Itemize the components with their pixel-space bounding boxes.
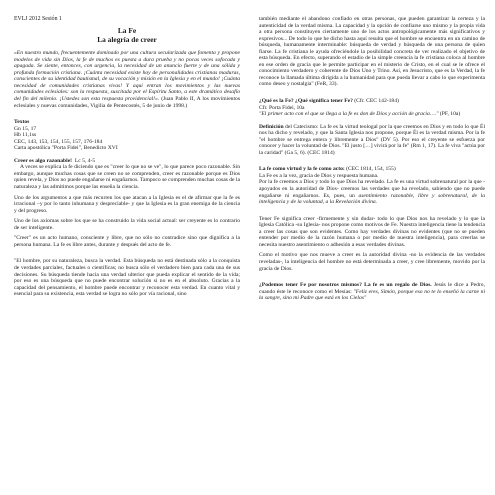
question-heading-text: ¿Qué es la Fe? ¿Qué significa tener Fe? [259, 98, 353, 105]
intro-citation: (Juan Pablo II, A los movimientos eclesiales y nuevas comunidades, Vigilia de Pentecostés, 5 de junio de 1998.) [14, 96, 240, 109]
paragraph [259, 282, 485, 302]
paragraph: Uno de los argumentos a que más recurren los que atacan a la Iglesia es el de afirmar que la fe es irracional –y por lo tanto inhumana y despreciable- y que la Iglesia es la gran enemiga de la ciencia y del progreso. [14, 194, 240, 214]
porta-fidei-reference: Cfr. Porta Fidei, 10a [259, 104, 305, 111]
emphasis-text: asentimiento razonable, libre y sobrenatural, de la inteligencia y de la voluntad, a la Revelación divina. [259, 192, 485, 206]
document-title: La Fe [117, 26, 137, 35]
emphasis-text: "Feliz eres, Simón, porque eso no te lo enseñó la carne ni la sangre, sino mi Padre que está en los Cielos" [259, 288, 486, 302]
textos-item: Gn 15, 17 [14, 125, 37, 132]
section-heading-creer-text: Creer es algo razonable! [14, 157, 73, 164]
catechism-reference: (Cfr. CEC 142-184) [354, 98, 399, 105]
document-subtitle: La alegría de creer [97, 34, 157, 44]
document-header: EVLJ 2012 Sesión 1 [14, 16, 62, 22]
quote-line [259, 111, 485, 118]
question-heading-text: ¿Podemos tener Fe por nosotros mismos? La fe es un regalo de Dios. [259, 282, 432, 289]
section-reference: Lc 5, 4-5 [74, 157, 96, 164]
textos-list [14, 126, 240, 152]
definition-text: del Catecismo: La fe es la virtud teologal por la que creemos en Dios y en todo lo que Él nos ha dicho y revelado, y que la Santa Iglesia nos propone, porque Él es la verdad misma. Por la fe "el hombre se entrega entera y libremente a Dios" (DV 5). Por eso el creyente se esfuerza por conocer y hacer la voluntad de Dios. "El justo […] vivirá por la fe" (Rm 1, 17). La fe viva "actúa por la caridad" (Ga 5, 6). (CEC 1814) [259, 123, 485, 156]
left-column [14, 16, 240, 302]
right-column [259, 16, 485, 306]
paragraph-text: Por la fe creemos a Dios y todo lo que Dios ha revelado. La fe es una virtud sobrenatural por la que -apoyados en la autoridad de Dios- creemos las verdades que ha revelado, sabiendo que no puede engañarse ni engañarnos. Es, pues, un [259, 179, 485, 199]
paragraph-text: Jesús le dice a Pedro, cuando éste le reconoce como el Mesías: [259, 282, 485, 295]
paragraph: Como el motivo que nos mueve a creer es la autoridad divina -no la evidencia de las verdades reveladas-, la inteligencia del hombre no está determinada a creer, y cree libremente, movido por la gracia de Dios. [259, 252, 485, 272]
paragraph: La Fe es a la vez, gracia de Dios y respuesta humana. [259, 172, 379, 179]
paragraph [259, 179, 485, 205]
paragraph: Tener Fe significa creer -firmemente y sin dudar- todo lo que Dios nos ha revelado y lo que la Iglesia Católica -su Iglesia- nos propone como motivos de Fe. Nuestra inteligencia tiene la tendencia a creer las cosas que son evidentes. Como hay verdades divinas no evidentes (que no se pueden entender por medio de la razón humana o por medio de nuestra inteligencia), para creerlas se necesita nuestro asentimiento o adhesión a esas verdades divinas. [259, 215, 485, 248]
textos-item: Carta apostólica "Porta Fidei", Benedicto XVI [14, 145, 118, 152]
catechism-reference: (CEC 1814, 154, 155) [346, 166, 396, 173]
paragraph: A veces se explica la fe diciendo que es "creer lo que no se ve", lo que parece poco razonable. Sin embargo, aunque muchas cosas que se creen no se comprenden, creer es razonable porque es Dios quien revela, y Dios no puede engañarse ni engañarnos. Tampoco se comprenden muchas cosas de la naturaleza y las admitimos porque las enseña la ciencia. [14, 164, 240, 191]
definition-label: Definición [259, 123, 284, 130]
paragraph: "El hombre, por su naturaleza, busca la verdad. Esta búsqueda no está destinada sólo a la conquista de verdades parciales, factuales o científicas; no busca sólo el verdadero bien para cada una de sus decisiones. Su búsqueda tiende hacia una verdad ulterior que pueda explicar el sentido de la vida; por eso es una búsqueda que no puede encontrar solución si no es en el absoluto. Gracias a la capacidad del pensamiento, el hombre puede encontrar y reconocer esta verdad. En cuanto vital y esencial para su existencia, esta verdad se logra no sólo por vía racional, sino [14, 258, 240, 298]
textos-heading: Textos [14, 119, 30, 126]
intro-quote: «En nuestro mundo, frecuentemente dominado por una cultura secularizada que fomenta y propone modelos de vida sin Dios, la fe de muchos es puesta a dura prueba y no pocas veces sofocada y apagada. Se siente, entonces, con urgencia, la necesidad de un anuncio fuerte y de una sólida y profunda formación cristiana. ¡Cuánta necesidad existe hoy de personalidades cristianas maduras, conscientes de su identidad bautismal, de su vocación y misión en la Iglesia y en el mundo! ¡Cuánta necesidad de comunidades cristianas vivas! Y aquí entran los movimientos y las nuevas comunidades eclesiales: son la respuesta, suscitada por el Espíritu Santo, a este dramático desafío del fin del milenio. ¡Ustedes son esta respuesta providencial!». [14, 50, 240, 103]
textos-item: Hb 11,1ss [14, 132, 37, 139]
intro-quote-paragraph [14, 50, 240, 109]
paragraph: Uno de los axiomas sobre los que se ha construido la vida social actual: ser creyente es lo contrario de ser inteligente. [14, 218, 240, 231]
question-heading-text: La fe como virtud y la fe como acto: [259, 166, 345, 173]
quote-reference: (PF, 10a) [439, 111, 461, 118]
paragraph: "Creer" es un acto humano, consciente y libre, que no sólo no contradice sino que dignifica a la persona humana. La fe es libre antes, durante y después del acto de fe. [14, 235, 240, 248]
quote-text: "El primer acto con el que se llega a la fe es don de Dios y acción de gracia…." [259, 111, 439, 118]
textos-item: CEC, 143, 153, 154, 155, 157, 176-184 [14, 138, 103, 145]
definition-paragraph [259, 124, 485, 157]
paragraph: también mediante el abandono confiado en otras personas, que pueden garantizar la certeza y la autenticidad de la verdad misma. La capacidad y la opción de confiarse uno mismo y la propia vida a otra persona constituyen ciertamente uno de los actos antropológicamente más significativos y expresivos... De todo lo que he dicho hasta aquí resulta que el hombre se encuentra en un camino de búsqueda, humanamente interminable: búsqueda de verdad y búsqueda de una persona de quien fiarse. La fe cristiana le ayuda ofreciéndole la posibilidad concreta de ver realizado el objetivo de esta búsqueda. En efecto, superando el estadio de la simple creencia la fe cristiana coloca al hombre en ese orden de gracia que le permite participar en el misterio de Cristo, en el cual se le ofrece el conocimiento verdadero y coherente de Dios Uno y Trino. Así, en Jesucristo, que es la Verdad, la fe reconoce la llamada última dirigida a la humanidad para que pueda llevar a cabo lo que experimenta como deseo y nostalgia" (FeR, 33). [259, 16, 485, 88]
